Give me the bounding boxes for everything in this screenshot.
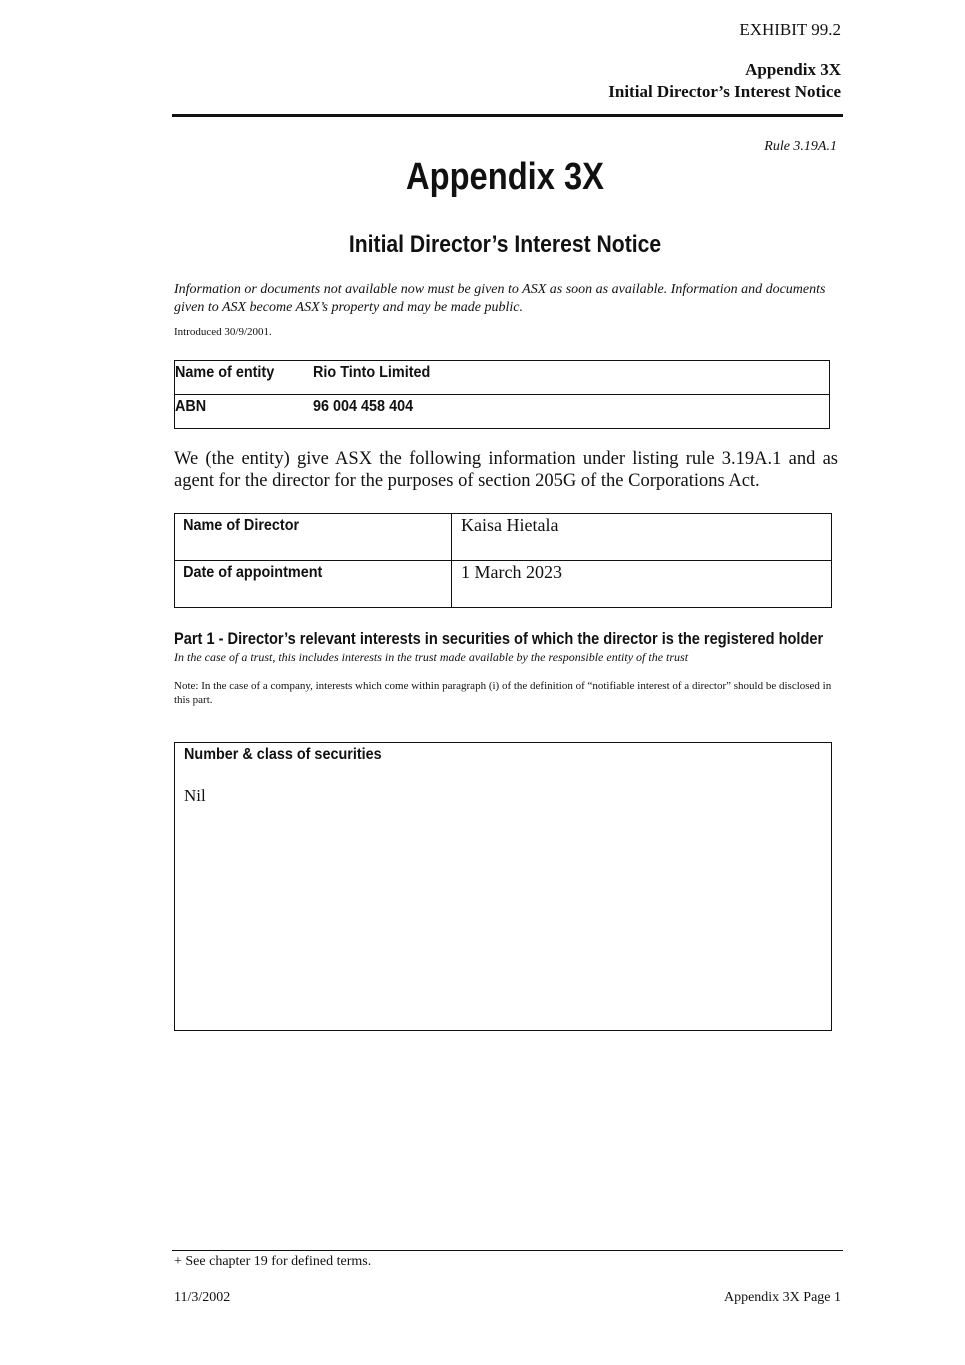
page-subtitle: Initial Director’s Interest Notice xyxy=(348,231,662,258)
footer-page-number: Appendix 3X Page 1 xyxy=(723,1290,841,1305)
header-notice-title: Initial Director’s Interest Notice xyxy=(608,82,841,101)
appointment-date-label: Date of appointment xyxy=(175,561,452,608)
introduced-date: Introduced 30/9/2001. xyxy=(174,326,272,338)
page-title: Appendix 3X xyxy=(406,156,604,198)
appointment-date-value: 1 March 2023 xyxy=(452,561,832,608)
director-name-value: Kaisa Hietala xyxy=(452,514,832,561)
header-divider xyxy=(172,114,843,117)
securities-label: Number & class of securities xyxy=(184,746,382,763)
entity-abn-row xyxy=(175,395,830,429)
director-table xyxy=(174,513,832,608)
header-appendix: Appendix 3X xyxy=(745,60,841,79)
entity-name-label: Name of entity xyxy=(175,361,314,395)
exhibit-label: EXHIBIT 99.2 xyxy=(739,20,841,39)
director-name-row xyxy=(175,514,832,561)
part1-subheading: In the case of a trust, this includes interests in the trust made available by the responsible entity of the trust xyxy=(174,650,689,664)
info-text: Information or documents not available now must be given to ASX as soon as available. Information and documents given to ASX become ASX’s property and may be made public. xyxy=(174,282,826,315)
footnote: + See chapter 19 for defined terms. xyxy=(174,1254,372,1269)
entity-statement: We (the entity) give ASX the following information under listing rule 3.19A.1 and as agent for the director for the purposes of section 205G of the Corporations Act. xyxy=(174,449,838,491)
abn-label: ABN xyxy=(175,395,314,429)
rule-reference: Rule 3.19A.1 xyxy=(764,139,837,154)
director-name-label: Name of Director xyxy=(175,514,452,561)
entity-name-value: Rio Tinto Limited xyxy=(313,361,830,395)
entity-table xyxy=(174,360,830,429)
securities-box xyxy=(174,742,832,1031)
appointment-date-row xyxy=(175,561,832,608)
entity-name-row xyxy=(175,361,830,395)
abn-value: 96 004 458 404 xyxy=(313,395,830,429)
part1-note: Note: In the case of a company, interests which come within paragraph (i) of the definition of “notifiable interest of a director” should be disclosed in this part. xyxy=(174,680,832,706)
securities-value: Nil xyxy=(184,786,206,805)
footer-divider xyxy=(172,1250,843,1251)
footer-date: 11/3/2002 xyxy=(174,1290,231,1305)
part1-heading: Part 1 - Director’s relevant interests in securities of which the director is the registered holder xyxy=(174,630,824,648)
